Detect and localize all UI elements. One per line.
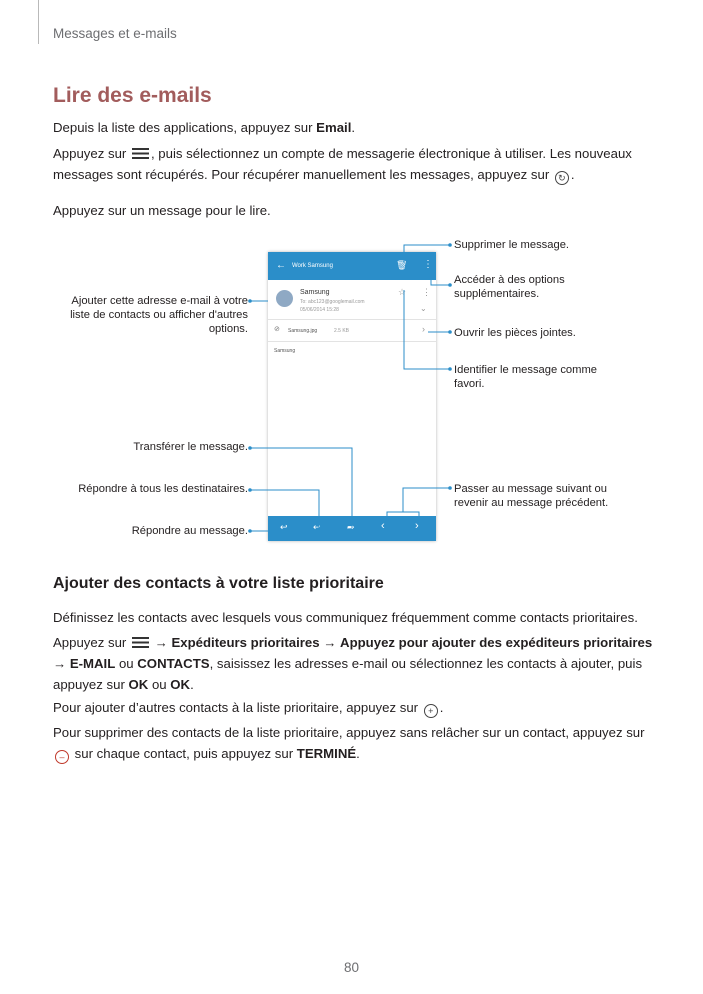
section-header: Messages et e-mails xyxy=(53,26,177,41)
more-vert-icon: ⋮ xyxy=(422,287,431,297)
para-add-more: Pour ajouter d’autres contacts à la liste prioritaire, appuyez sur + . xyxy=(53,700,444,716)
account-name: Work Samsung xyxy=(292,263,333,269)
plus-circle-icon: + xyxy=(424,704,438,718)
page-title: Lire des e-mails xyxy=(53,84,212,107)
minus-circle-icon: – xyxy=(55,750,69,764)
star-icon: ☆ xyxy=(398,287,407,297)
para-add-priority: Appuyez sur → Expéditeurs prioritaires → Appuyez pour ajouter des expéditeurs prioritaires → E-MAIL ou CONTACTS, saisissez les adresses e-mail ou sélectionnez les contacts à ajouter, puis appuyez sur OK ou OK. xyxy=(53,635,653,692)
annotation-reply-all: Répondre à tous les destinataires. xyxy=(78,483,248,495)
paperclip-icon: ⊘ xyxy=(274,326,280,333)
para-open-email: Depuis la liste des applications, appuyez sur Email. xyxy=(53,120,356,135)
annotation-attachments: Ouvrir les pièces jointes. xyxy=(454,327,576,339)
section-title-priority: Ajouter des contacts à votre liste prioritaire xyxy=(53,575,384,592)
to-line: To: abc123@googlemail.com xyxy=(300,299,365,305)
date-line: 05/06/2014 15:28 xyxy=(300,307,339,313)
forward-icon: ➦ xyxy=(347,522,355,532)
para-remove-priority: Pour supprimer des contacts de la liste prioritaire, appuyez sans relâcher sur un contact, appuyez sur – sur chaque contact, puis appuyez sur TERMINÉ. xyxy=(53,725,645,762)
chevron-right-icon: › xyxy=(422,324,425,334)
annotation-favorite: Identifier le message comme favori. xyxy=(454,364,598,390)
chevron-down-icon: ⌄ xyxy=(420,304,427,313)
more-vert-icon: ⋮ xyxy=(423,259,433,270)
sender-name: Samsung xyxy=(300,289,330,296)
annotation-more-options: Accéder à des options supplémentaires. xyxy=(454,274,565,300)
annotation-forward: Transférer le message. xyxy=(133,441,248,453)
para-tap-message: Appuyez sur un message pour le lire. xyxy=(53,203,271,218)
next-icon: › xyxy=(415,520,419,532)
previous-icon: ‹ xyxy=(381,520,385,532)
refresh-icon: ↻ xyxy=(555,171,569,185)
back-arrow-icon: ← xyxy=(276,260,286,271)
page-number: 80 xyxy=(343,960,360,975)
attachment-name: Samsung.jpg xyxy=(288,328,318,334)
trash-icon: 🗑 xyxy=(396,260,408,270)
attachment-size: 2.5 KB xyxy=(334,328,350,334)
para-select-account: Appuyez sur , puis sélectionnez un compte de messagerie électronique à utiliser. Les nouveaux messages sont récupérés. Pour récupérer manuellement les messages, appuyez sur ↻ . xyxy=(53,146,632,183)
annotation-add-contact: Ajouter cette adresse e-mail à votre liste de contacts ou afficher d'autres options. xyxy=(70,295,248,335)
menu-icon xyxy=(132,637,149,648)
annotation-delete: Supprimer le message. xyxy=(454,239,570,251)
reply-icon: ↩ xyxy=(280,522,288,532)
reply-all-icon: ↩ xyxy=(313,522,321,532)
annotation-next-prev: Passer au message suivant ou revenir au message précédent. xyxy=(454,483,609,509)
para-priority-intro: Définissez les contacts avec lesquels vous communiquez fréquemment comme contacts prioritaires. xyxy=(53,610,638,625)
message-body: Samsung xyxy=(274,348,296,354)
annotation-reply: Répondre au message. xyxy=(131,525,248,537)
